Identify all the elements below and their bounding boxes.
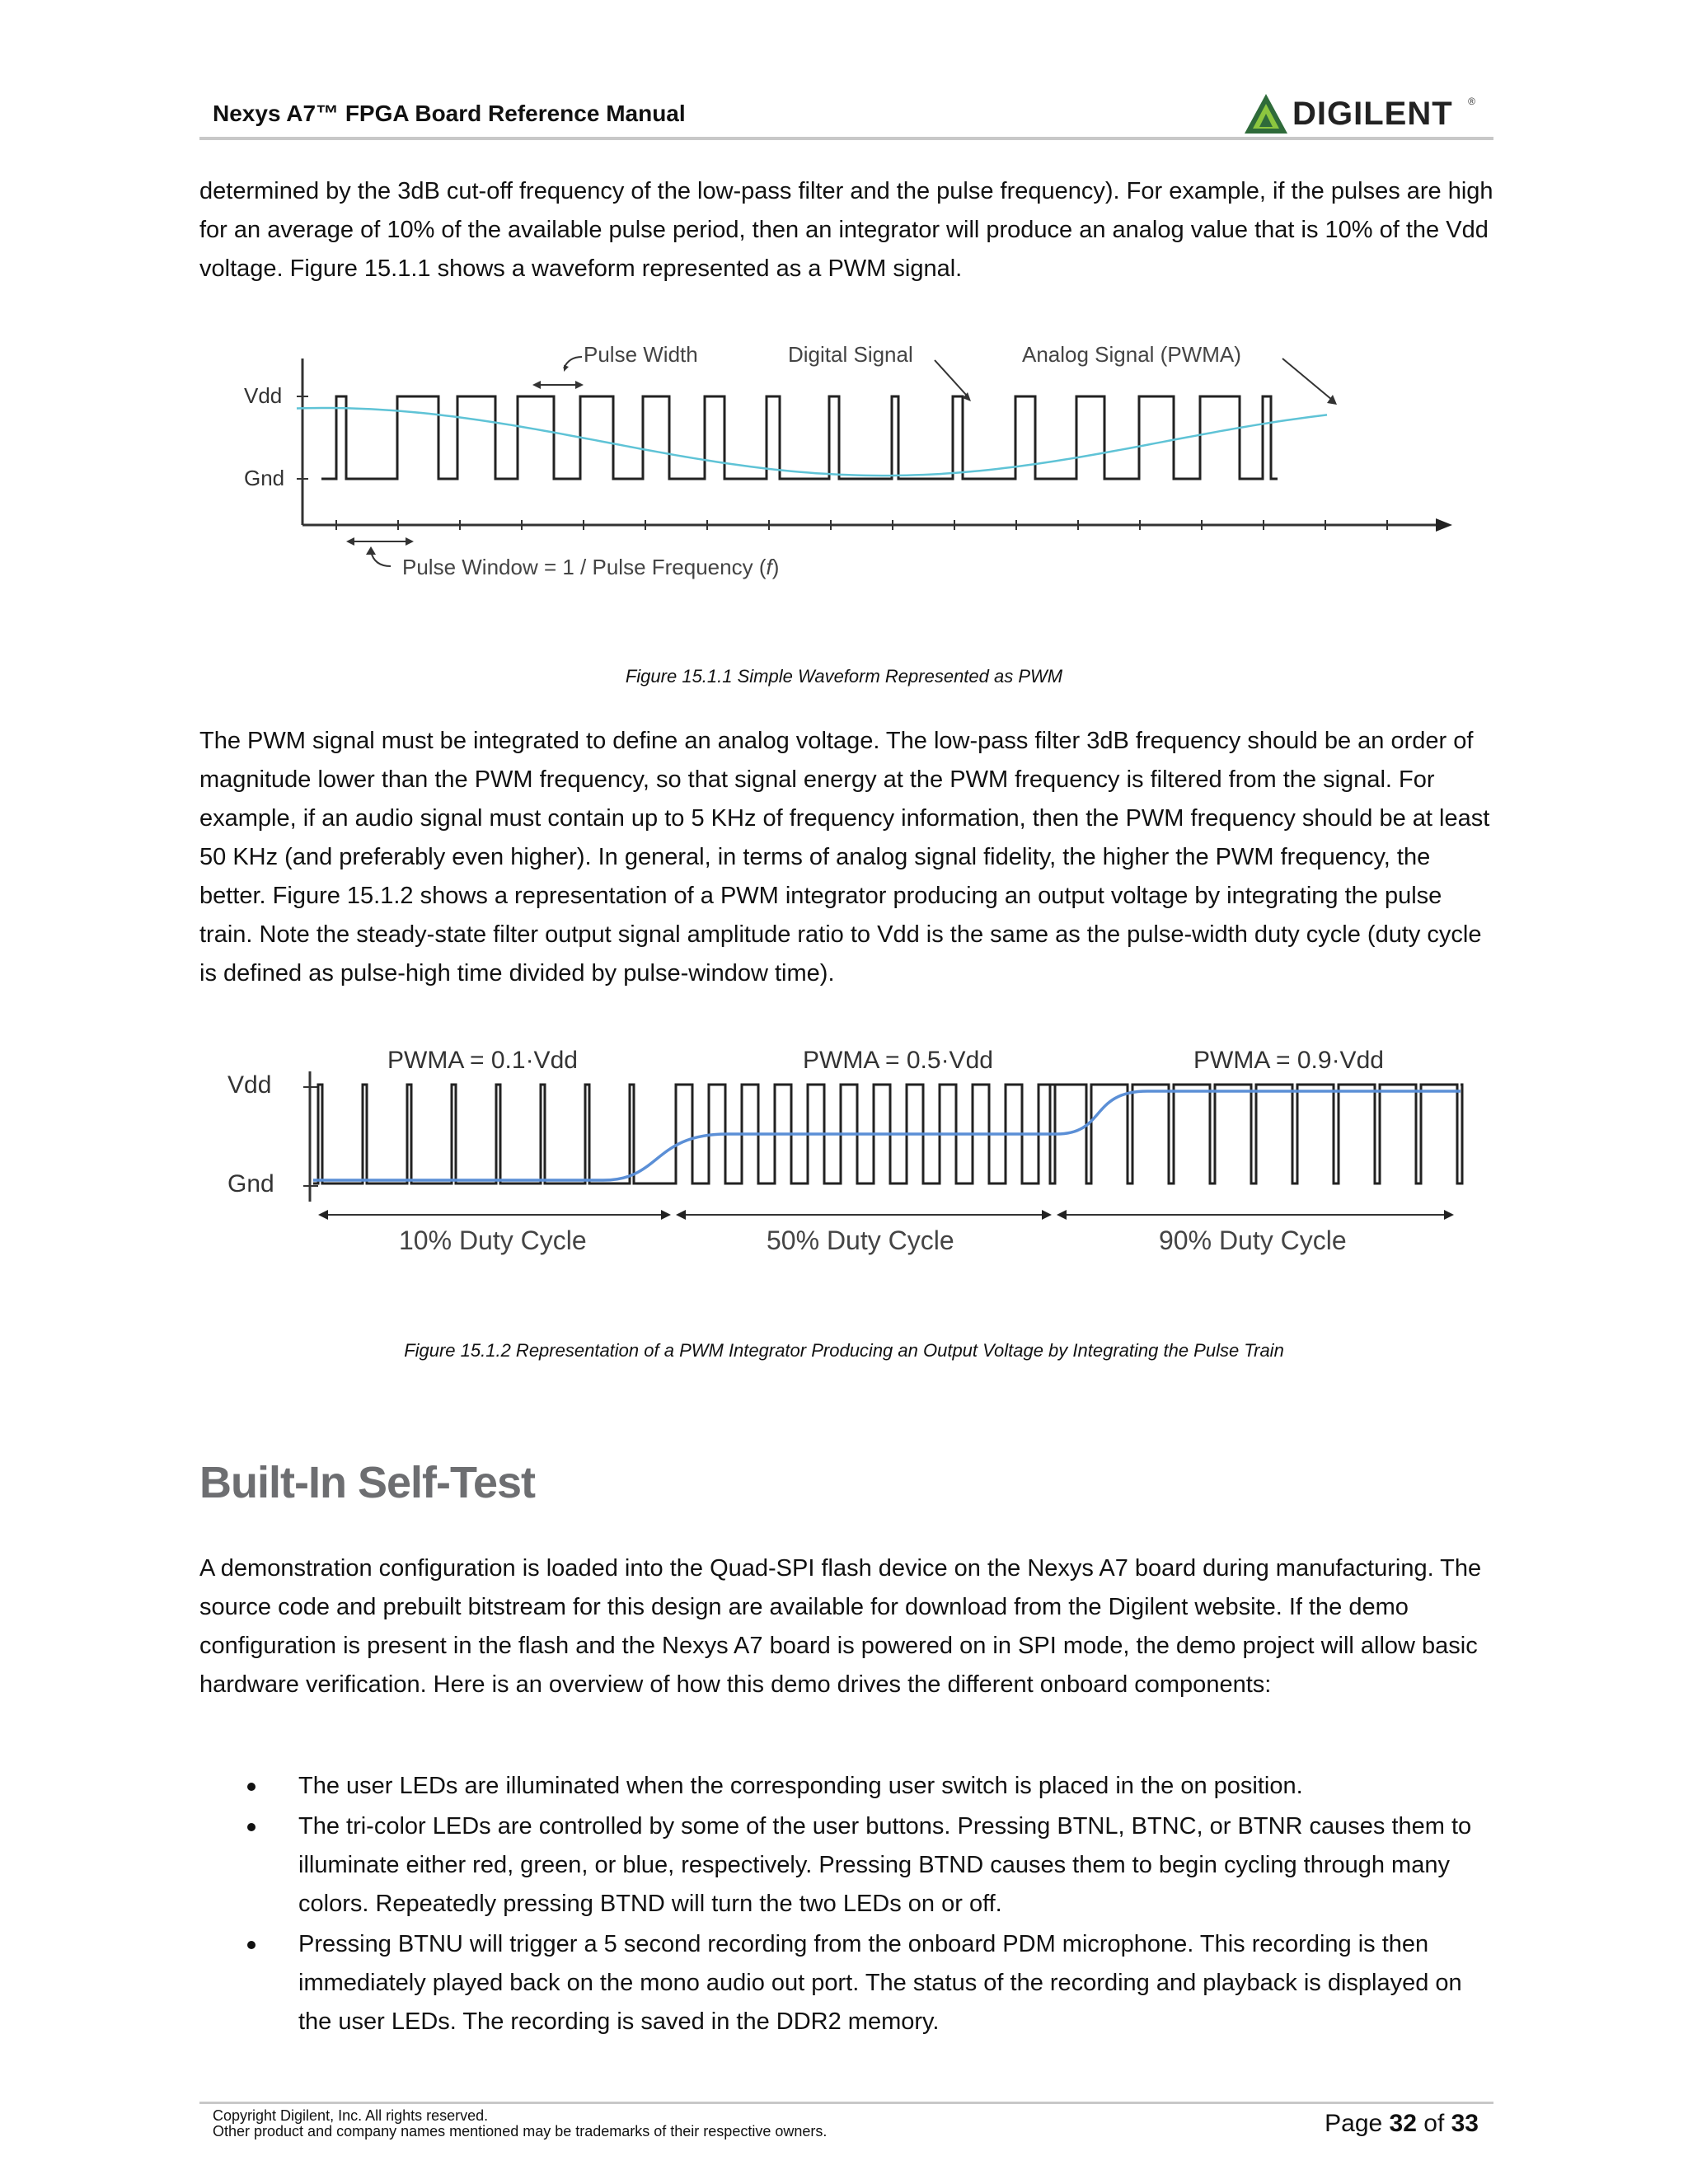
page-total: 33: [1451, 2110, 1479, 2137]
page-of: of: [1416, 2110, 1451, 2137]
document-title: Nexys A7™ FPGA Board Reference Manual: [213, 101, 686, 126]
figure1-caption: Figure 15.1.1 Simple Waveform Represented as PWM: [625, 666, 1063, 687]
paragraph-integration: The PWM signal must be integrated to define an analog voltage. The low-pass filter 3dB frequency should be an order of magnitude lower than the PWM frequency, so that signal energy at the PWM frequency is filtered from the signal. For example, if an audio signal must contain up to 5 KHz of frequency information, then the PWM frequency should be at least 50 KHz (and preferably even higher). In general, in terms of analog signal fidelity, the higher the PWM frequency, the better. Figure 15.1.2 shows a representation of a PWM integrator producing an output voltage by integrating the pulse train. Note the steady-state filter output signal amplitude ratio to Vdd is the same as the pulse-width duty cycle (duty cycle is defined as pulse-high time divided by pulse-window time).: [199, 728, 1490, 987]
bullet-icon: [247, 1783, 256, 1791]
section-heading: Built-In Self-Test: [199, 1458, 535, 1507]
list-item: [199, 1807, 1502, 1924]
fig1-window-close: ): [771, 555, 780, 579]
trademark-text: Other product and company names mentioned may be trademarks of their respective owners.: [213, 2123, 828, 2139]
digilent-logo: [1243, 92, 1474, 135]
list-item: [199, 1767, 1502, 1806]
list-item: [199, 1925, 1502, 2041]
list-item-text: The user LEDs are illuminated when the corresponding user switch is placed in the on position.: [298, 1773, 1303, 1799]
figure-pwm-waveform: [223, 317, 1459, 647]
figure2-caption: Figure 15.1.2 Representation of a PWM Integrator Producing an Output Voltage by Integrating the Pulse Train: [404, 1340, 1284, 1361]
fig1-window-f: f: [766, 555, 772, 579]
fig1-window-text: Pulse Window = 1 / Pulse Frequency (: [402, 555, 767, 579]
footer-divider: [199, 2102, 1493, 2104]
footer-legal: [213, 2108, 827, 2139]
fig1-analog-label: Analog Signal (PWMA): [1022, 342, 1241, 367]
fig2-pwma-low-label: PWMA = 0.1·Vdd: [387, 1047, 578, 1074]
fig1-vdd-label: Vdd: [244, 383, 283, 408]
fig2-vdd-label: Vdd: [227, 1071, 272, 1099]
list-item-text: The tri-color LEDs are controlled by some of the user buttons. Pressing BTNL, BTNC, or BTNR causes them to illuminate either red, green, or blue, respectively. Pressing BTND causes them to begin cycling through many colors. Repeatedly pressing BTND will turn the two LEDs on or off.: [298, 1813, 1472, 1917]
figure-pwm-integrator: [216, 1029, 1469, 1268]
fig1-digital-label: Digital Signal: [788, 342, 913, 367]
paragraph-intro: determined by the 3dB cut-off frequency of the low-pass filter and the pulse frequency). For example, if the pulses are high for an average of 10% of the available pulse period, then an integrator will produce an analog value that is 10% of the Vdd voltage. Figure 15.1.1 shows a waveform represented as a PWM signal.: [199, 178, 1493, 282]
paragraph-self-test: A demonstration configuration is loaded into the Quad-SPI flash device on the Nexys A7 board during manufacturing. The source code and prebuilt bitstream for this design are available for download from the Digilent website. If the demo configuration is present in the flash and the Nexys A7 board is powered on in SPI mode, the demo project will allow basic hardware verification. Here is an overview of how this demo drives the different onboard components:: [199, 1555, 1482, 1698]
fig1-digital-signal: [321, 396, 1278, 479]
list-item-text: Pressing BTNU will trigger a 5 second recording from the onboard PDM microphone. This recording is then immediately played back on the mono audio out port. The status of the recording and playback is displayed on the user LEDs. The recording is saved in the DDR2 memory.: [298, 1931, 1462, 2035]
fig2-duty-50-label: 50% Duty Cycle: [767, 1226, 954, 1255]
demo-feature-list: [199, 1767, 1502, 2043]
page-number: 32: [1389, 2110, 1417, 2137]
bullet-icon: [247, 1941, 256, 1949]
fig2-gnd-label: Gnd: [227, 1170, 274, 1197]
logo-wordmark: DIGILENT: [1292, 96, 1453, 132]
fig2-pwma-mid-label: PWMA = 0.5·Vdd: [803, 1047, 993, 1074]
registered-mark: ®: [1468, 96, 1475, 107]
page-prefix: Page: [1325, 2110, 1390, 2137]
fig2-duty-10-label: 10% Duty Cycle: [399, 1226, 587, 1255]
fig2-analog-signal: [313, 1091, 1461, 1180]
fig1-pulse-width-label: Pulse Width: [584, 342, 698, 367]
bullet-icon: [247, 1823, 256, 1831]
fig2-duty-90-label: 90% Duty Cycle: [1159, 1226, 1347, 1255]
fig1-gnd-label: Gnd: [244, 466, 285, 490]
header-divider: [199, 137, 1493, 140]
digilent-triangle-icon: [1243, 92, 1289, 135]
page-indicator: [1325, 2110, 1479, 2138]
fig2-pwma-high-label: PWMA = 0.9·Vdd: [1193, 1047, 1384, 1074]
fig1-pulse-window-label: [402, 555, 779, 579]
copyright-text: Copyright Digilent, Inc. All rights reserved.: [213, 2107, 489, 2124]
